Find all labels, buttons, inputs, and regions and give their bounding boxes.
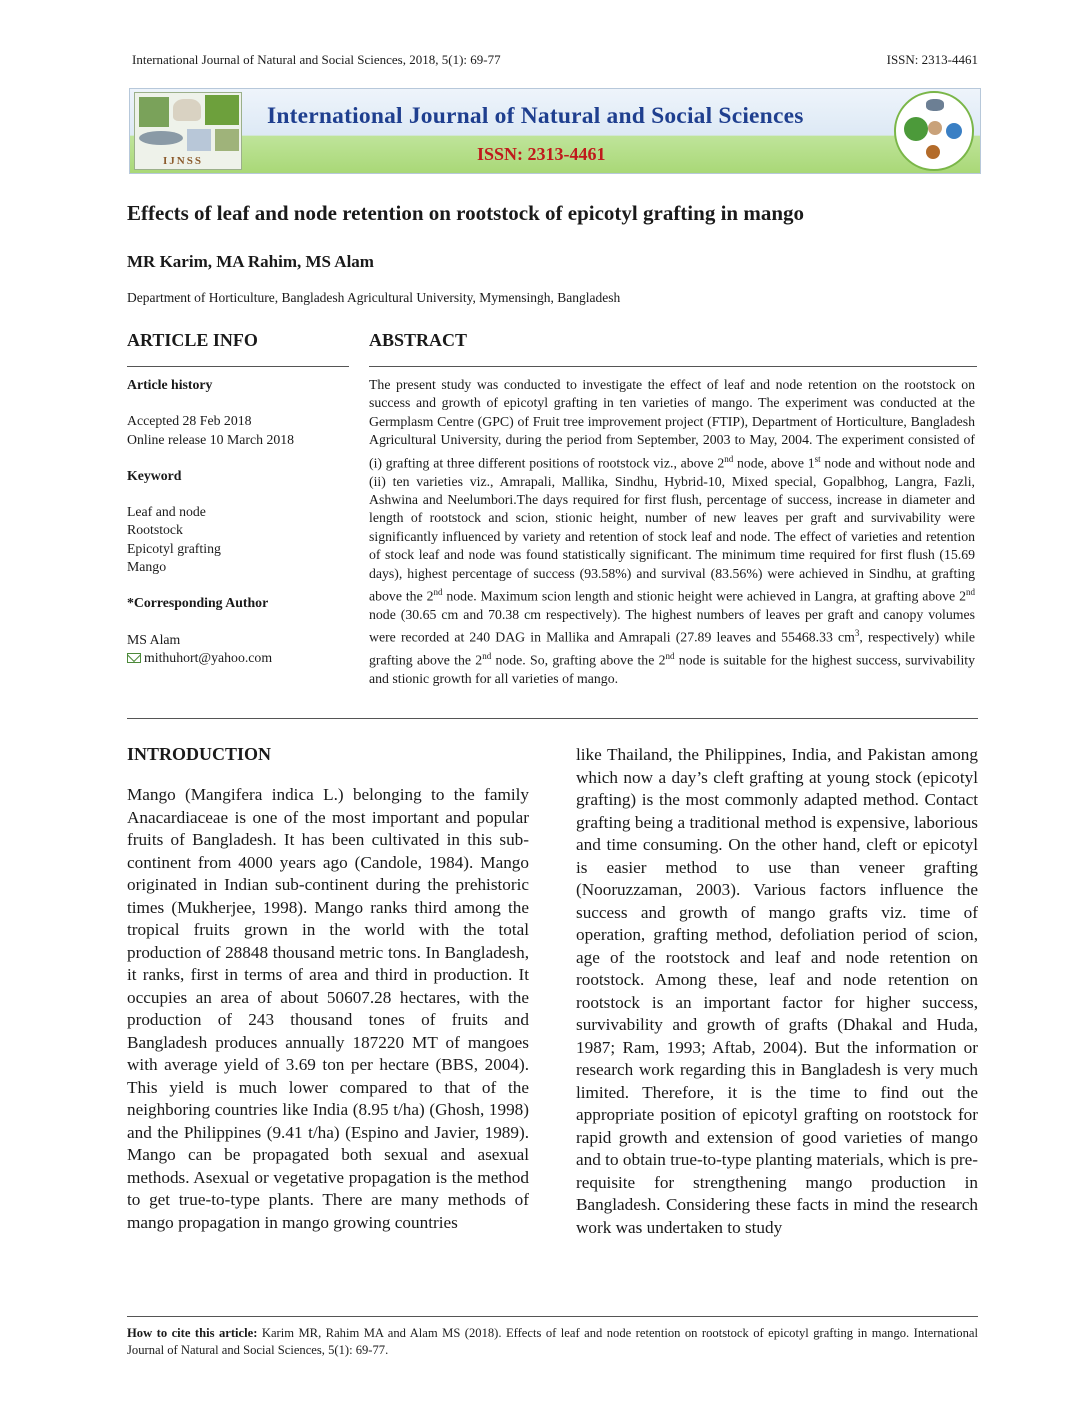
article-info-panel (127, 376, 349, 667)
email-icon (127, 653, 141, 663)
journal-collage-logo (134, 92, 242, 170)
article-history-label: Article history (127, 377, 213, 392)
ijnss-logo-text: IJNSS (163, 155, 203, 167)
abstract-bottom-rule (127, 718, 978, 719)
journal-banner (129, 88, 981, 174)
introduction-heading: INTRODUCTION (127, 744, 272, 764)
running-header (132, 52, 978, 68)
online-release-date: Online release 10 March 2018 (127, 431, 295, 447)
journal-emblem-icon (894, 91, 974, 171)
citation-block (127, 1325, 978, 1358)
introduction-column-2: like Thailand, the Philippines, India, and Pakistan among which now a day’s cleft grafting at young stock (epicotyl grafting) is the most commonly adapted method. Contact grafting being a traditional method is expensive, laborious and time consuming. On the other hand, cleft or epicotyl is easier method to use than veneer grafting (Nooruzzaman, 2003). Various factors influence the success and growth of mango grafts viz. time of operation, grafting method, defoliation period of scion, age of the rootstock and leaf and node retention on rootstock. Among these, leaf and node retention on rootstock is an important factor for higher success, survivability and growth of grafts (Dhakal and Huda, 1987; Ram, 1993; Aftab, 2004). But the information or research work regarding this in Bangladesh is very much limited. Therefore, it is the time to find out the appropriate position of epicotyl grafting on rootstock for rapid growth and extension of good varieties of mango and to obtain true-to-type planting materials, which is pre-requisite for strengthening mango production in Bangladesh. Considering these facts in mind the research work was undertaken to study (576, 745, 978, 1237)
citation-text: Karim MR, Rahim MA and Alam MS (2018). Effects of leaf and node retention on rootstock of epicotyl grafting in mango. International Journal of Natural and Social Sciences, 5(1): 69-77. (127, 1326, 978, 1357)
keyword-item: Epicotyl grafting (127, 540, 221, 556)
corresponding-author-label: *Corresponding Author (127, 595, 269, 611)
running-header-issn: ISSN: 2313-4461 (886, 52, 978, 67)
keyword-label: Keyword (127, 467, 182, 483)
abstract-heading: ABSTRACT (369, 330, 468, 350)
keyword-item: Rootstock (127, 522, 183, 538)
running-header-journal: International Journal of Natural and Social Sciences, 2018, 5(1): 69-77 (132, 52, 501, 67)
journal-issn: ISSN: 2313-4461 (477, 144, 606, 164)
abstract-text: The present study was conducted to investigate the effect of leaf and node retention on the rootstock on success and growth of epicotyl grafting in ten varieties of mango. The experiment was conducted at the Germplasm Centre (GPC) of Fruit tree improvement project (FTIP), Department of Horticulture, Bangladesh Agricultural University, during the period from September, 2003 to May, 2004. The experiment consisted of (i) grafting at three different positions of rootstock viz., above 2nd node, above 1st node and without node and (ii) ten varieties viz., Amrapali, Mallika, Sindhu, Hybrid-10, Mixed special, Gopalbhog, Langra, Fazli, Ashwina and Neelumbori.The days required for first flush, percentage of success, increase in diameter and length of rootstock and scion, stionic height, number of new leaves per graft and survivability were significantly influenced by variety and retention of stock leaf and node. The effect of varieties and retention of stock leaf and node was found statistically significant. The minimum time required for first flush (15.69 days), highest percentage of success (93.58%) and survival (83.56%) were achieved in Sindhu, at grafting above the 2nd node. Maximum scion length and stionic height were achieved in Langra, at grafting above 2nd node (30.65 cm and 70.38 cm respectively). The highest numbers of leaves per graft and canopy volumes were recorded at 240 DAG in Mallika and Amrapali (27.89 leaves and 55468.33 $cm^3$, respectively) while grafting above the 2nd node. So, grafting above the 2nd node is suitable for the highest success, survivability and stionic growth for all varieties of mango. (369, 377, 976, 687)
introduction-column-1: Mango (Mangifera indica L.) belonging to the family Anacardiaceae is one of the most important and popular fruits of Bangladesh. It has been cultivated in this sub-continent from 4000 years ago (Candole, 1984). Mango originated in Indian sub-continent during the prehistoric times (Mukherjee, 1998). Mango ranks third among the tropical fruits grown in the world with the total production of 28848 thousand metric tons. In Bangladesh, it ranks, first in terms of area and third in production. It occupies an area of about 50607.28 hectares, with the production of 243 thousand tones of fruits and Bangladesh produces annually 187220 MT of mangoes with average yield of 3.69 ton per hectare (BBS, 2004). This yield is much lower compared to that of the neighboring countries like India (8.95 t/ha) (Ghosh, 1998) and the Philippines (9.41 t/ha) (Espino and Javier, 1989). Mango can be propagated both sexual and asexual methods. Asexual or vegetative propagation is the method to get true-to-type plants. There are many methods of mango propagation in mango growing countries (127, 785, 529, 1232)
accepted-date: Accepted 28 Feb 2018 (127, 413, 252, 429)
article-affiliation: Department of Horticulture, Bangladesh Agricultural University, Mymensingh, Bangladesh (127, 290, 621, 305)
abstract-rule (369, 366, 977, 367)
corresponding-author-name: MS Alam (127, 631, 181, 647)
corresponding-author-email[interactable]: mithuhort@yahoo.com (144, 649, 273, 665)
article-info-heading: ARTICLE INFO (127, 330, 258, 350)
footer-rule (127, 1316, 978, 1317)
keyword-item: Mango (127, 559, 167, 575)
journal-title: International Journal of Natural and Social Sciences (267, 103, 804, 129)
article-info-rule (127, 366, 349, 367)
article-authors: MR Karim, MA Rahim, MS Alam (127, 252, 374, 271)
keyword-item: Leaf and node (127, 504, 206, 520)
citation-label: How to cite this article: (127, 1326, 258, 1340)
article-title: Effects of leaf and node retention on rootstock of epicotyl grafting in mango (127, 201, 805, 225)
